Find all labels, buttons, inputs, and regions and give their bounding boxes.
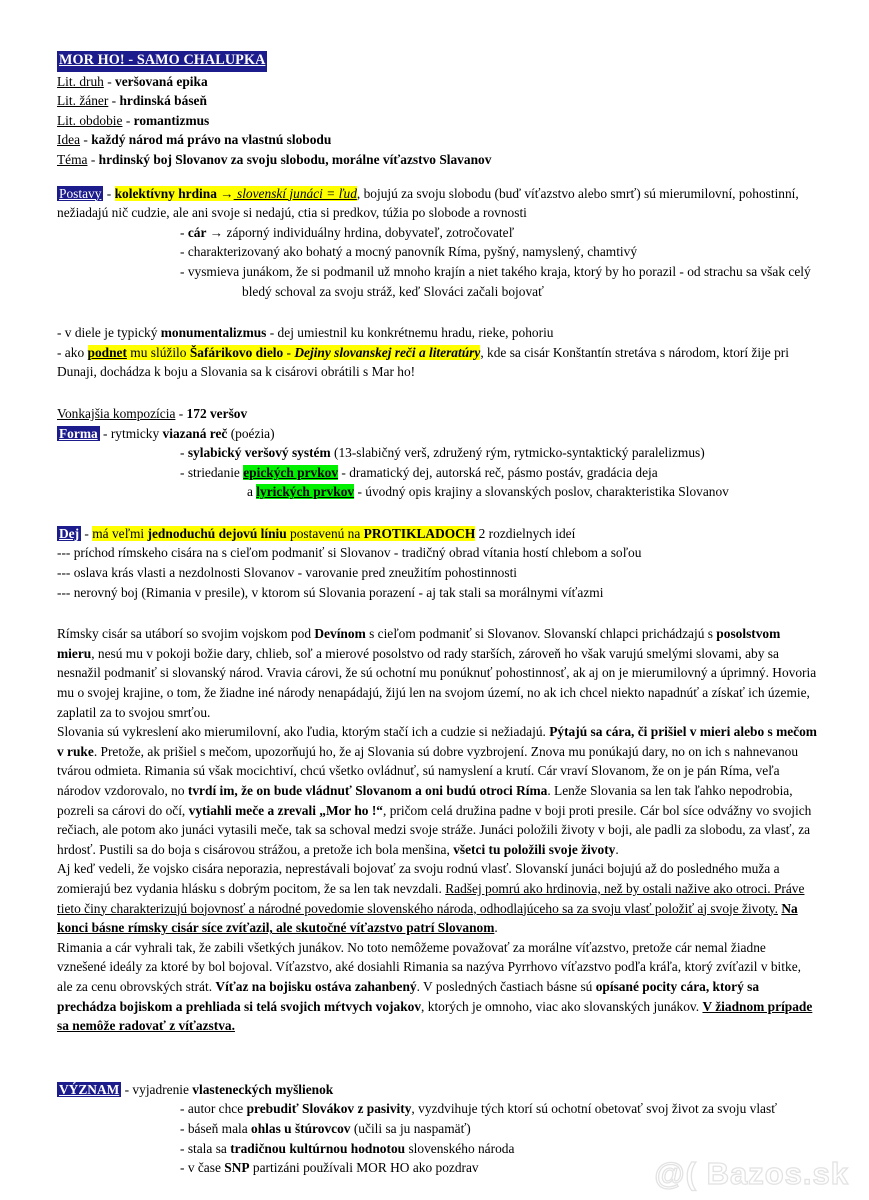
dej-point-1: --- príchod rímskeho cisára na s cieľom podmaniť si Slovanov - tradičný obrad vítania hostí chlebom a soľou xyxy=(57,545,642,561)
fact-dash: - xyxy=(103,73,116,89)
spacer xyxy=(57,301,817,323)
note-post: - dej umiestnil ku konkrétnemu hradu, rieke, pohoriu xyxy=(266,325,554,341)
fact-lit-obdobie xyxy=(57,111,817,131)
note-bold-safarik: Šafárikovo dielo xyxy=(189,344,284,360)
bullet-dash: - xyxy=(180,244,188,260)
spacer xyxy=(57,1036,817,1080)
bullet-pre: striedanie xyxy=(187,464,244,480)
bullet-bold: SNP xyxy=(224,1160,250,1176)
text-run: . xyxy=(494,920,498,936)
bullet-pre: stala sa xyxy=(187,1140,231,1156)
bullet-pre: autor chce xyxy=(187,1101,247,1117)
postavy-bullet-car xyxy=(57,223,817,243)
dej-row xyxy=(57,524,817,544)
postavy-rest: , bojujú za svoju slobodu (buď víťazstvo alebo smrť) sú mierumilovní, pohostinní, nežiadajú nič cudzie, ale ani svoje si nedajú, ctia si predkov, túžia po slobode a rovnosti xyxy=(57,185,799,221)
bullet-text: záporný individuálny hrdina, dobyvateľ, zotročovateľ xyxy=(226,224,515,240)
spacer xyxy=(57,170,817,184)
text-run: Na konci básne rímsky cisár síce zvíťazil, ale skutočné víťazstvo patrí Slovanom xyxy=(57,900,798,936)
vyznam-bold: vlasteneckých myšlienok xyxy=(192,1081,334,1097)
text-run: . Pretože, ak prišiel s mečom, upozorňujú ho, že aj Slovania sú dobre vyzbrojení. Znova mu ponúkajú dary, no on ich s nahnevanou tvárou odmieta. Rimania sú však mocichtiví, chcú všetko ovládnuť, sú namyslení a krutí. Cár vraví Slovanom, že on je pán Ríma, veľa národov vzdorovalo, no xyxy=(57,743,799,798)
note-mid: mu slúžilo xyxy=(126,344,190,360)
fact-label: Lit. žáner xyxy=(57,93,109,109)
body-paragraph xyxy=(57,722,817,859)
text-run: Radšej pomrú ako hrdinovia, než by ostali nažive ako otroci. xyxy=(445,880,771,896)
bullet-dash: - xyxy=(180,1140,188,1156)
fact-label: Lit. obdobie xyxy=(57,112,123,128)
dej-tag: Dej xyxy=(59,525,80,541)
forma-post: (poézia) xyxy=(227,425,275,441)
text-run: . xyxy=(615,841,619,857)
spacer xyxy=(57,382,817,404)
bullet-dash: - xyxy=(180,263,188,279)
forma-bullet-lyricke xyxy=(57,482,817,502)
vyznam-tag: VÝZNAM xyxy=(59,1081,120,1097)
bullet-bold: prebudiť Slovákov z pasivity xyxy=(246,1101,412,1117)
text-run: tvrdí im, že on bude vládnuť Slovanom a oni budú otroci Ríma xyxy=(187,783,548,798)
fact-value: romantizmus xyxy=(133,112,210,128)
bullet-pre: báseň mala xyxy=(187,1120,252,1136)
dej-post: 2 rozdielnych ideí xyxy=(475,525,576,541)
bullet-green-highlight: lyrických prvkov xyxy=(256,484,355,500)
postavy-highlight-italic: slovenskí junáci = ľud xyxy=(233,185,357,201)
forma-dash: - xyxy=(99,425,111,441)
fact-idea xyxy=(57,130,817,150)
bullet-pre: a xyxy=(247,484,257,500)
bullet-bold: tradičnou kultúrnou hodnotou xyxy=(230,1140,406,1156)
note-pre: - ako xyxy=(57,344,88,360)
bullet-text: vysmieva junákom, že si podmanil už mnoho krajín a niet takého kraja, ktorý by ho porazil - od strachu sa však celý bledý schoval za svoju stráž, keď Slováci začali bojovať xyxy=(187,263,811,299)
bullet-dash: - xyxy=(180,1120,188,1136)
vyznam-bullet-1 xyxy=(57,1099,817,1119)
text-run: Rímsky cisár sa utáborí so svojim vojskom pod xyxy=(57,626,315,642)
bullet-dash: - xyxy=(180,1101,188,1117)
body-paragraph xyxy=(57,859,817,937)
text-run: všetci tu položili svoje životy xyxy=(453,841,616,857)
bullet-pre: v čase xyxy=(187,1160,225,1176)
forma-bullet-epicke xyxy=(57,463,817,483)
kompozicia-row xyxy=(57,404,817,424)
bullet-bold: cár xyxy=(187,224,207,240)
bullet-post: (učili sa ju naspamäť) xyxy=(350,1120,471,1136)
note-post: , kde sa cisár Konštantín stretáva s národom, ktorí žije pri Dunaji, dochádza k boju a Slovania sa k cisárovi obrátili s Mar ho! xyxy=(57,344,789,380)
text-run: s cieľom podmaniť si Slovanov. Slovanskí chlapci prichádzajú s xyxy=(365,626,717,642)
forma-bullet-sylabicky xyxy=(57,443,817,463)
body-paragraph xyxy=(57,938,817,1036)
bullet-bold: ohlas u štúrovcov xyxy=(251,1120,351,1136)
bullet-post: slovenského národa xyxy=(405,1140,515,1156)
text-run: Aj keď vedeli, že vojsko cisára neporazia, neprestávali bojovať za svoju rodnú vlasť. Slovanskí junáci bojujú až do posledného muža a zomierajú bez vydania hlásku s dobrým pocitom, že sa len tak nevzdali. xyxy=(57,861,780,896)
bullet-post: , vyzdvihuje tých ktorí sú ochotní obetovať svoj život za svoju vlasť xyxy=(411,1101,777,1117)
postavy-tag: Postavy xyxy=(59,185,102,201)
dej-point-3: --- nerovný boj (Rimania v presile), v ktorom sú Slovania porazení - aj tak stali sa morálnymi víťazmi xyxy=(57,584,604,600)
text-run: . V posledných častiach básne sú xyxy=(416,978,596,994)
text-run: , nesú mu v pokoji božie dary, chlieb, soľ a mierové posolstvo od rady starších, zároveň ho však varujú smelými slovami, aby sa nesnažil podmaniť si slovanský národ. Vravia cárovi, že sú ochotní mu ponúknuť pohostinnosť, ak aj on je mierumilovný a úprimný. Hovoria mu o svojej krajine, o tom, že žiadne iné národy nenapádajú, žijú len na svojom území, no ak ich chcel niekto napadnúť a získať ich územie, zaplatil za to svojou smrťou. xyxy=(57,645,817,720)
note-italic-title: Dejiny slovanskej reči a literatúry xyxy=(294,344,481,360)
fact-dash: - xyxy=(108,93,120,109)
fact-dash: - xyxy=(80,132,92,148)
document-title-row xyxy=(57,50,817,72)
fact-value: hrdinský boj Slovanov za svoju slobodu, morálne víťazstvo Slavanov xyxy=(98,151,492,167)
postavy-bullet-charakterizovany xyxy=(57,242,817,262)
fact-lit-druh xyxy=(57,72,817,92)
postavy-bullet-vysmieva xyxy=(57,262,817,301)
vyznam-row xyxy=(57,1080,817,1100)
bullet-dash: - xyxy=(180,464,188,480)
text-run: opísané pocity cára, ktorý sa prechádza bojiskom a prehliada si telá svojich mŕtvych vojakov xyxy=(57,978,760,1014)
section-postavy xyxy=(57,184,817,223)
kompozicia-value: 172 veršov xyxy=(186,405,248,421)
note-dash: - xyxy=(283,344,295,360)
bullet-bold: sylabický veršový systém xyxy=(187,445,331,461)
arrow-icon: → xyxy=(220,185,234,201)
bullet-dash: - xyxy=(180,445,188,461)
dej-mid: postavenú na xyxy=(286,525,364,541)
text-run: V žiadnom prípade sa nemôže radovať z víťazstva. xyxy=(57,998,813,1034)
bullet-text: - úvodný opis krajiny a slovanských poslov, charakteristika Slovanov xyxy=(354,484,729,500)
text-run: Devínom xyxy=(314,626,366,642)
bullet-text: (13-slabičný verš, združený rým, rytmicko-syntaktický paralelizmus) xyxy=(330,445,705,461)
postavy-highlight-bold: kolektívny hrdina xyxy=(114,185,221,201)
text-run: Rimania a cár vyhrali tak, že zabili všetkých junákov. No toto nemôžeme považovať za morálne víťazstvo, pretože cár nemal žiadne vznešené ideály za ktoré by bol bojoval. Víťazstvo, aké dosiahli Rimania sa nazýva Pyrrhovo víťazstvo podľa kráľa, ktorý zvíťazil v bitke, ale za cenu obrovských strát. xyxy=(57,939,801,994)
note-podnet-highlight: podnet xyxy=(87,344,127,360)
text-run: Víťaz na bojisku ostáva zahanbený xyxy=(215,978,417,994)
text-run: , ktorých je omnoho, viac ako slovanských junákov. xyxy=(421,998,703,1014)
bullet-dash: - xyxy=(180,224,188,240)
dej-bold-1: jednoduchú dejovú líniu xyxy=(147,525,287,541)
fact-dash: - xyxy=(87,151,99,167)
fact-label: Idea xyxy=(57,132,81,148)
bazos-watermark: @( Bazos.sk xyxy=(654,1156,849,1191)
body-paragraph xyxy=(57,624,817,722)
fact-label: Téma xyxy=(57,151,88,167)
bullet-dash: - xyxy=(180,1160,188,1176)
note-bold: monumentalizmus xyxy=(160,325,267,341)
text-run: Slovania sú vykreslení ako mierumilovní, ako ľudia, ktorým stačí ich a cudzie si nežiadajú. xyxy=(57,724,550,740)
fact-value: každý národ má právo na vlastnú slobodu xyxy=(91,132,332,148)
kompozicia-dash: - xyxy=(175,405,187,421)
text-run: posolstvom mieru xyxy=(57,626,781,661)
note-pre: - v diele je typický xyxy=(57,325,161,341)
fact-dash: - xyxy=(122,112,134,128)
kompozicia-label: Vonkajšia kompozícia xyxy=(57,405,176,421)
text-run: Pýtajú sa cára, či prišiel v mieri alebo s mečom v ruke xyxy=(57,724,817,759)
bullet-post: partizáni používali MOR HO ako pozdrav xyxy=(249,1160,479,1176)
fact-value: veršovaná epika xyxy=(115,73,208,89)
fact-value: hrdinská báseň xyxy=(119,93,207,109)
fact-lit-zaner xyxy=(57,91,817,111)
forma-bold: viazaná reč xyxy=(162,425,228,441)
vyznam-bullet-2 xyxy=(57,1119,817,1139)
bullet-green-highlight: epických prvkov xyxy=(243,464,339,480)
text-run: , pričom celá družina padne v boji proti presile. Cár bol síce odvážny vo svojich rečiach, ale potom ako junáci vytasili meče, tak sa schoval medzi svoje stráže. Junáci položili životy v boji, ale padli za slobodu, za vlasť, za hrdosť. Pustili sa do boja s cisárovou strážou, a pretože ich bola menšina, xyxy=(57,802,812,857)
forma-tag: Forma xyxy=(59,425,98,441)
text-run: Práve tieto činy charakterizujú bojovnosť a národné povedomie slovenského národa, odhodlajúceho sa za svoju vlasť položiť aj svoje životy. xyxy=(57,880,805,916)
bullet-text: charakterizovaný ako bohatý a mocný panovník Ríma, pyšný, namyslený, chamtivý xyxy=(187,244,638,260)
spacer xyxy=(57,502,817,524)
text-run: vytiahli meče a zrevali „Mor ho !“ xyxy=(188,802,383,818)
spacer xyxy=(57,602,817,624)
vyznam-pre: vyjadrenie xyxy=(132,1081,193,1097)
fact-tema xyxy=(57,150,817,170)
arrow-icon: → xyxy=(206,224,227,240)
vyznam-dash: - xyxy=(121,1081,133,1097)
postavy-dash: - xyxy=(103,185,115,201)
fact-label: Lit. druh xyxy=(57,73,104,89)
dej-dash: - xyxy=(81,525,93,541)
dej-point-2: --- oslava krás vlasti a nezdolnosti Slovanov - varovanie pred zneužitím pohostinnosti xyxy=(57,565,518,581)
dej-bold-2: PROTIKLADOCH xyxy=(363,525,476,541)
bullet-text: - dramatický dej, autorská reč, pásmo postáv, gradácia deja xyxy=(338,464,658,480)
document-body xyxy=(57,50,817,1178)
note-podnet xyxy=(57,343,817,382)
dej-pre: má veľmi xyxy=(92,525,148,541)
forma-pre: rytmicky xyxy=(110,425,163,441)
forma-row xyxy=(57,424,817,444)
text-run: . Lenže Slovania sa len tak ľahko nepodrobia, pozreli sa cárovi do očí, xyxy=(57,783,793,818)
note-monumentalizmus xyxy=(57,323,817,343)
page-title: MOR HO! - SAMO CHALUPKA xyxy=(57,51,267,72)
